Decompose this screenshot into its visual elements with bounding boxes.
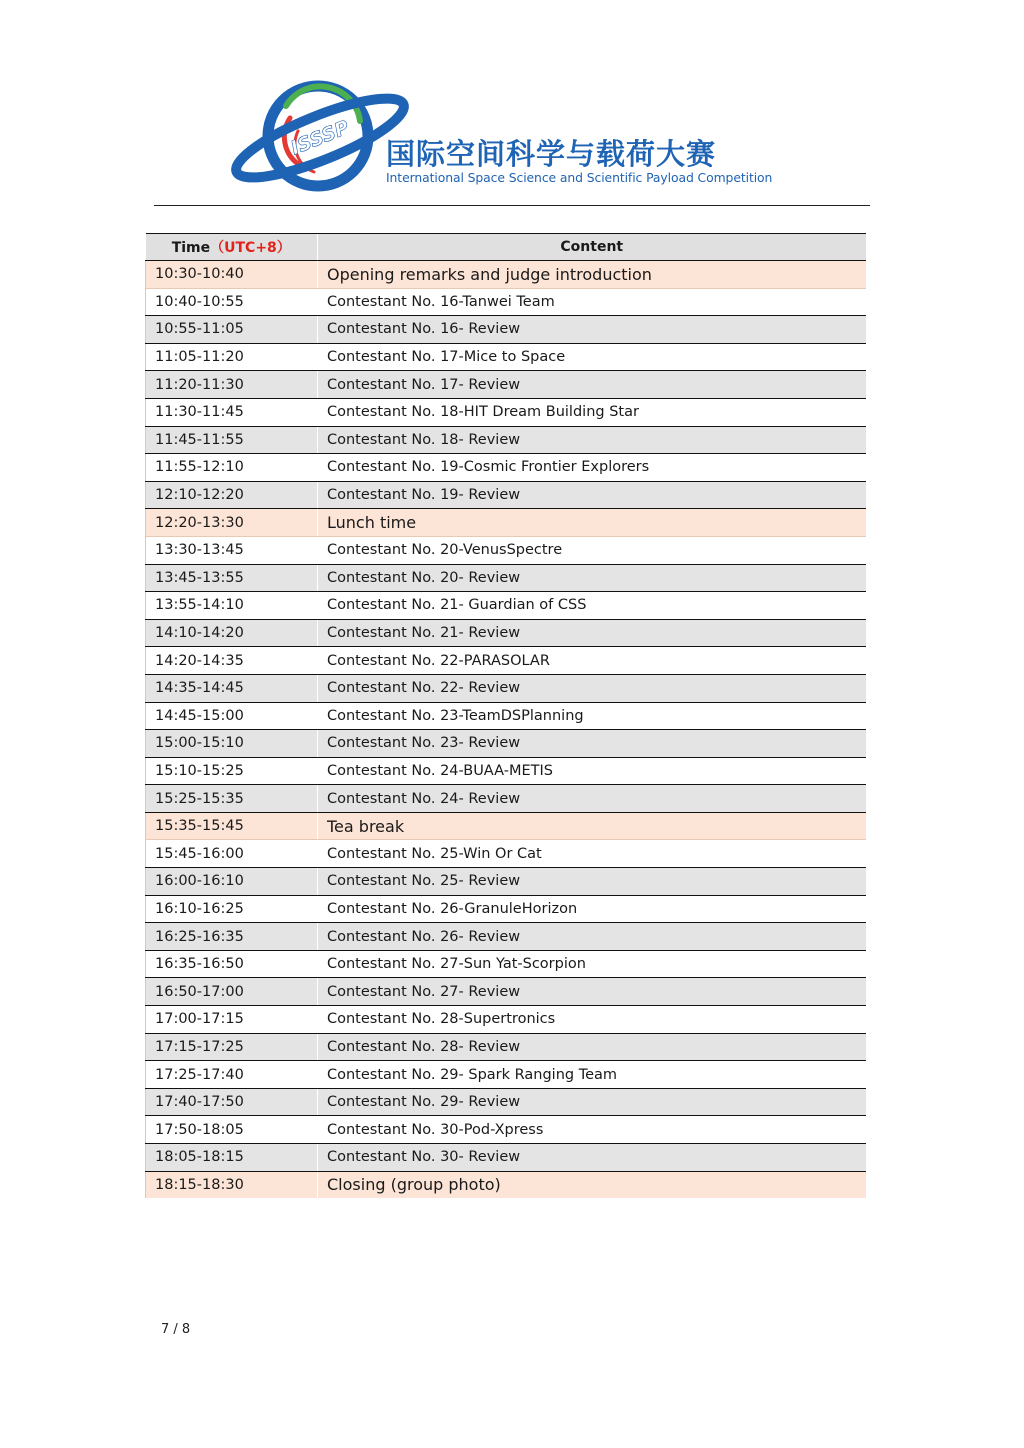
row-content: Contestant No. 17-Mice to Space	[318, 343, 866, 371]
column-header-content: Content	[318, 234, 866, 261]
table-row	[146, 978, 866, 1006]
row-content: Contestant No. 19-Cosmic Frontier Explorers	[318, 454, 866, 482]
table-row	[146, 1116, 866, 1144]
table-row	[146, 1033, 866, 1061]
row-time: 14:20-14:35	[146, 647, 318, 675]
row-content: Contestant No. 24-BUAA-METIS	[318, 757, 866, 785]
row-time: 11:20-11:30	[146, 371, 318, 399]
time-label: Time	[171, 240, 211, 256]
table-row	[146, 702, 866, 730]
row-content: Contestant No. 19- Review	[318, 481, 866, 509]
table-row	[146, 454, 866, 482]
schedule-table	[145, 233, 866, 1198]
table-row	[146, 785, 866, 813]
row-time: 15:35-15:45	[146, 812, 318, 840]
row-time: 11:05-11:20	[146, 343, 318, 371]
row-time: 13:45-13:55	[146, 564, 318, 592]
logo-initials: ISSSP	[287, 116, 353, 160]
table-row	[146, 343, 866, 371]
row-time: 13:30-13:45	[146, 536, 318, 564]
row-time: 11:45-11:55	[146, 426, 318, 454]
utc-label: （UTC+8）	[210, 240, 291, 256]
table-row	[146, 1144, 866, 1172]
table-row	[146, 261, 866, 289]
row-time: 11:55-12:10	[146, 454, 318, 482]
column-header-time	[146, 234, 318, 261]
row-time: 15:45-16:00	[146, 840, 318, 868]
row-time: 12:10-12:20	[146, 481, 318, 509]
row-content: Contestant No. 22- Review	[318, 674, 866, 702]
table-row	[146, 509, 866, 537]
table-row	[146, 1006, 866, 1034]
row-content: Closing (group photo)	[318, 1171, 866, 1198]
row-content: Contestant No. 16- Review	[318, 316, 866, 344]
competition-logo	[228, 76, 788, 196]
row-time: 17:15-17:25	[146, 1033, 318, 1061]
row-time: 16:50-17:00	[146, 978, 318, 1006]
table-row	[146, 757, 866, 785]
table-row	[146, 371, 866, 399]
row-time: 13:55-14:10	[146, 592, 318, 620]
schedule-body	[146, 261, 866, 1199]
row-content: Contestant No. 18- Review	[318, 426, 866, 454]
row-content: Contestant No. 18-HIT Dream Building Star	[318, 398, 866, 426]
row-time: 11:30-11:45	[146, 398, 318, 426]
row-content: Opening remarks and judge introduction	[318, 261, 866, 289]
table-row	[146, 1088, 866, 1116]
row-time: 17:00-17:15	[146, 1006, 318, 1034]
row-content: Contestant No. 23- Review	[318, 730, 866, 758]
table-row	[146, 536, 866, 564]
row-time: 15:00-15:10	[146, 730, 318, 758]
table-row	[146, 1061, 866, 1089]
table-row	[146, 950, 866, 978]
header-divider	[154, 205, 870, 206]
table-row	[146, 592, 866, 620]
row-content: Contestant No. 28- Review	[318, 1033, 866, 1061]
table-row	[146, 426, 866, 454]
table-row	[146, 288, 866, 316]
row-content: Contestant No. 23-TeamDSPlanning	[318, 702, 866, 730]
row-time: 14:35-14:45	[146, 674, 318, 702]
row-time: 15:10-15:25	[146, 757, 318, 785]
row-time: 10:55-11:05	[146, 316, 318, 344]
logo-title-english: International Space Science and Scientific Payload Competition	[386, 170, 773, 185]
row-content: Lunch time	[318, 509, 866, 537]
row-content: Contestant No. 27-Sun Yat-Scorpion	[318, 950, 866, 978]
row-time: 17:40-17:50	[146, 1088, 318, 1116]
row-content: Tea break	[318, 812, 866, 840]
row-content: Contestant No. 29- Spark Ranging Team	[318, 1061, 866, 1089]
table-row	[146, 316, 866, 344]
row-content: Contestant No. 21- Guardian of CSS	[318, 592, 866, 620]
row-content: Contestant No. 24- Review	[318, 785, 866, 813]
row-time: 10:40-10:55	[146, 288, 318, 316]
row-time: 18:15-18:30	[146, 1171, 318, 1198]
row-time: 12:20-13:30	[146, 509, 318, 537]
table-row	[146, 674, 866, 702]
row-content: Contestant No. 29- Review	[318, 1088, 866, 1116]
table-row	[146, 895, 866, 923]
table-header-row	[146, 234, 866, 261]
table-row	[146, 481, 866, 509]
table-row	[146, 730, 866, 758]
row-time: 16:00-16:10	[146, 868, 318, 896]
page-number: 7 / 8	[161, 1322, 191, 1337]
row-time: 18:05-18:15	[146, 1144, 318, 1172]
row-content: Contestant No. 27- Review	[318, 978, 866, 1006]
table-row	[146, 812, 866, 840]
row-time: 14:10-14:20	[146, 619, 318, 647]
row-time: 17:25-17:40	[146, 1061, 318, 1089]
table-row	[146, 647, 866, 675]
row-time: 16:10-16:25	[146, 895, 318, 923]
row-time: 14:45-15:00	[146, 702, 318, 730]
row-content: Contestant No. 30- Review	[318, 1144, 866, 1172]
table-row	[146, 398, 866, 426]
row-time: 16:25-16:35	[146, 923, 318, 951]
table-row	[146, 840, 866, 868]
row-content: Contestant No. 30-Pod-Xpress	[318, 1116, 866, 1144]
row-content: Contestant No. 25- Review	[318, 868, 866, 896]
row-time: 17:50-18:05	[146, 1116, 318, 1144]
table-row	[146, 1171, 866, 1198]
row-time: 16:35-16:50	[146, 950, 318, 978]
row-content: Contestant No. 26- Review	[318, 923, 866, 951]
table-row	[146, 564, 866, 592]
row-content: Contestant No. 16-Tanwei Team	[318, 288, 866, 316]
table-row	[146, 619, 866, 647]
row-time: 10:30-10:40	[146, 261, 318, 289]
row-content: Contestant No. 28-Supertronics	[318, 1006, 866, 1034]
row-time: 15:25-15:35	[146, 785, 318, 813]
row-content: Contestant No. 20-VenusSpectre	[318, 536, 866, 564]
row-content: Contestant No. 21- Review	[318, 619, 866, 647]
row-content: Contestant No. 17- Review	[318, 371, 866, 399]
row-content: Contestant No. 22-PARASOLAR	[318, 647, 866, 675]
table-row	[146, 923, 866, 951]
row-content: Contestant No. 26-GranuleHorizon	[318, 895, 866, 923]
table-row	[146, 868, 866, 896]
row-content: Contestant No. 25-Win Or Cat	[318, 840, 866, 868]
row-content: Contestant No. 20- Review	[318, 564, 866, 592]
logo-title-chinese: 国际空间科学与载荷大赛	[386, 137, 717, 171]
